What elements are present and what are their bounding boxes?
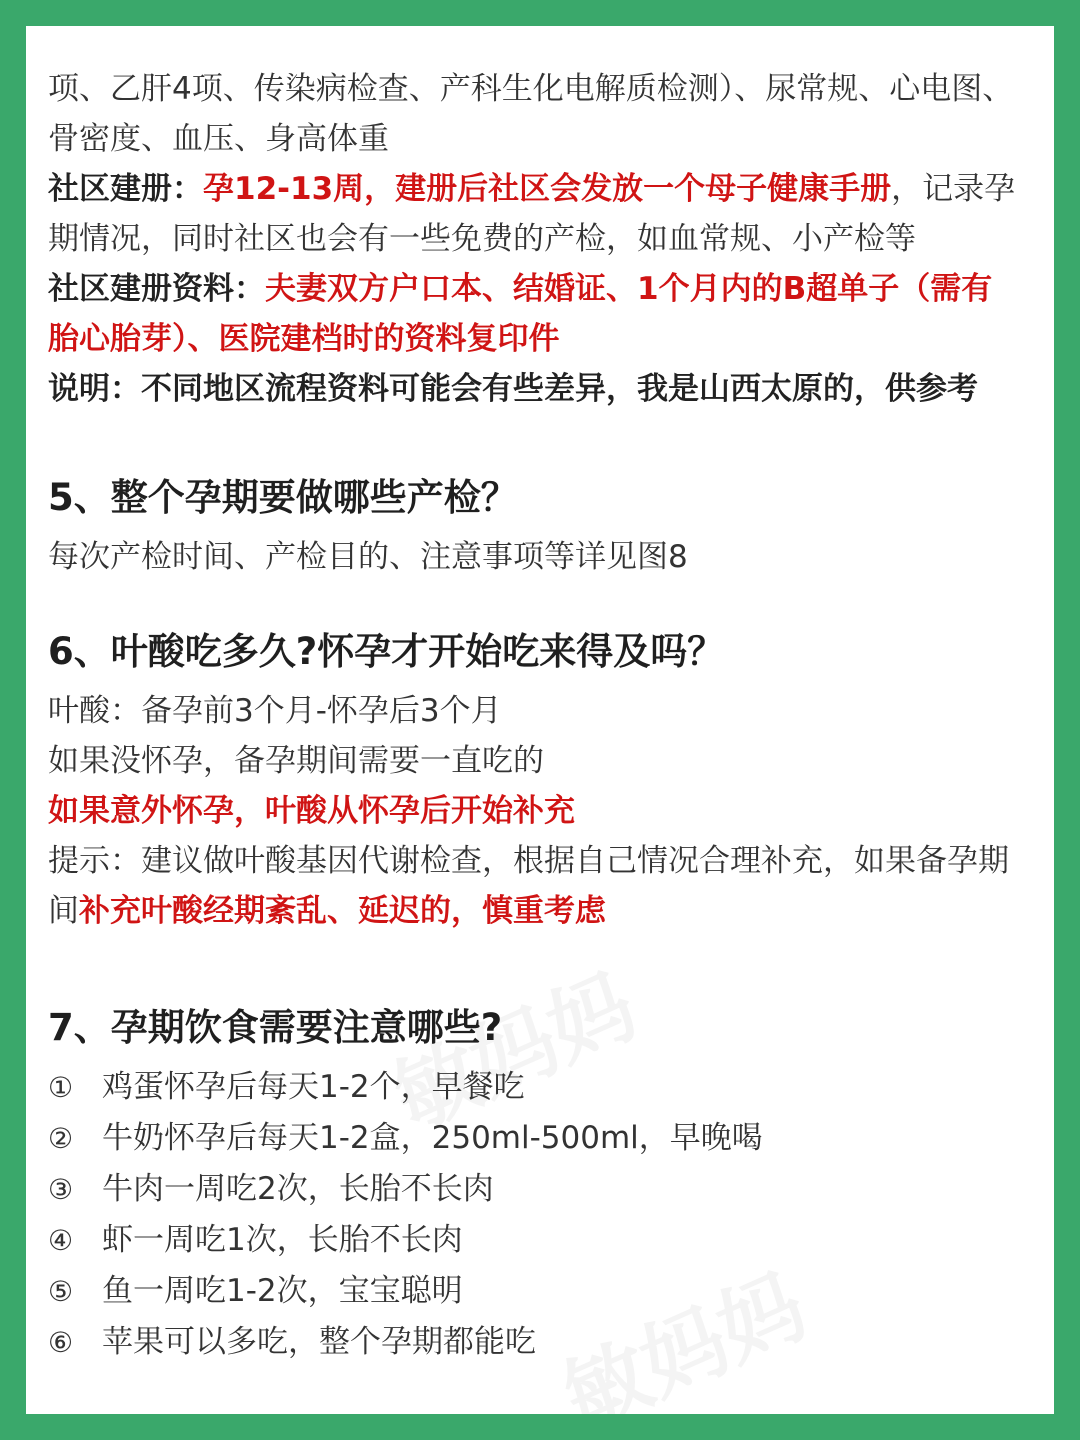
article-body xyxy=(48,64,1044,1368)
section-6-line-5-highlight: 补充叶酸经期紊乱、延迟的，慎重考虑 xyxy=(79,893,606,929)
section-5-line-1: 每次产检时间、产检目的、注意事项等详见图8 xyxy=(48,539,688,575)
section-6-line-5 xyxy=(48,886,1044,936)
section-6-line-1: 叶酸：备孕前3个月-怀孕后3个月 xyxy=(48,693,502,729)
registration-materials-highlight-1: 夫妻双方户口本、结婚证、1个月内的B超单子（需有 xyxy=(265,271,993,307)
community-registration-highlight: 孕12-13周，建册后社区会发放一个母子健康手册 xyxy=(203,171,892,207)
community-registration-rest: ，记录孕 xyxy=(891,171,1016,207)
note-line: 说明：不同地区流程资料可能会有些差异，我是山西太原的，供参考 xyxy=(48,371,978,407)
diet-item xyxy=(48,1215,1044,1266)
section-6-line-5-prefix: 间 xyxy=(48,893,79,929)
intro-line-1: 项、乙肝4项、传染病检查、产科生化电解质检测）、尿常规、心电图、 xyxy=(48,71,1014,107)
diet-item xyxy=(48,1062,1044,1113)
diet-item xyxy=(48,1113,1044,1164)
diet-item-number: ⑥ xyxy=(48,1326,74,1359)
diet-item-text: 牛肉一周吃2次，长胎不长肉 xyxy=(102,1171,494,1207)
registration-materials xyxy=(48,264,1044,314)
intro-line-2: 骨密度、血压、身高体重 xyxy=(48,121,389,157)
section-6-line-4: 提示：建议做叶酸基因代谢检查，根据自己情况合理补充，如果备孕期 xyxy=(48,843,1009,879)
section-5-heading: 5、整个孕期要做哪些产检？ xyxy=(48,476,518,519)
diet-item-text: 虾一周吃1次，长胎不长肉 xyxy=(102,1222,463,1258)
diet-item-number: ① xyxy=(48,1071,74,1104)
section-6-line-2: 如果没怀孕，备孕期间需要一直吃的 xyxy=(48,743,544,779)
section-6-heading: 6、叶酸吃多久?怀孕才开始吃来得及吗？ xyxy=(48,630,725,673)
diet-item xyxy=(48,1164,1044,1215)
diet-item-text: 鸡蛋怀孕后每天1-2个，早餐吃 xyxy=(102,1069,525,1105)
diet-item-text: 苹果可以多吃，整个孕期都能吃 xyxy=(102,1324,536,1360)
diet-item xyxy=(48,1266,1044,1317)
diet-item-number: ⑤ xyxy=(48,1275,74,1308)
community-registration xyxy=(48,164,1044,214)
community-registration-line-2: 期情况，同时社区也会有一些免费的产检，如血常规、小产检等 xyxy=(48,221,916,257)
community-registration-label: 社区建册： xyxy=(48,171,203,207)
registration-materials-label: 社区建册资料： xyxy=(48,271,265,307)
section-7-heading: 7、孕期饮食需要注意哪些? xyxy=(48,1006,503,1049)
content-card xyxy=(26,26,1054,1414)
diet-item-number: ② xyxy=(48,1122,74,1155)
diet-item-text: 牛奶怀孕后每天1-2盒，250ml-500ml，早晚喝 xyxy=(102,1120,763,1156)
diet-item-text: 鱼一周吃1-2次，宝宝聪明 xyxy=(102,1273,463,1309)
section-6-line-3: 如果意外怀孕，叶酸从怀孕后开始补充 xyxy=(48,793,575,829)
diet-item-number: ④ xyxy=(48,1224,74,1257)
registration-materials-highlight-2: 胎心胎芽）、医院建档时的资料复印件 xyxy=(48,321,560,357)
diet-item-number: ③ xyxy=(48,1173,74,1206)
diet-item xyxy=(48,1317,1044,1368)
